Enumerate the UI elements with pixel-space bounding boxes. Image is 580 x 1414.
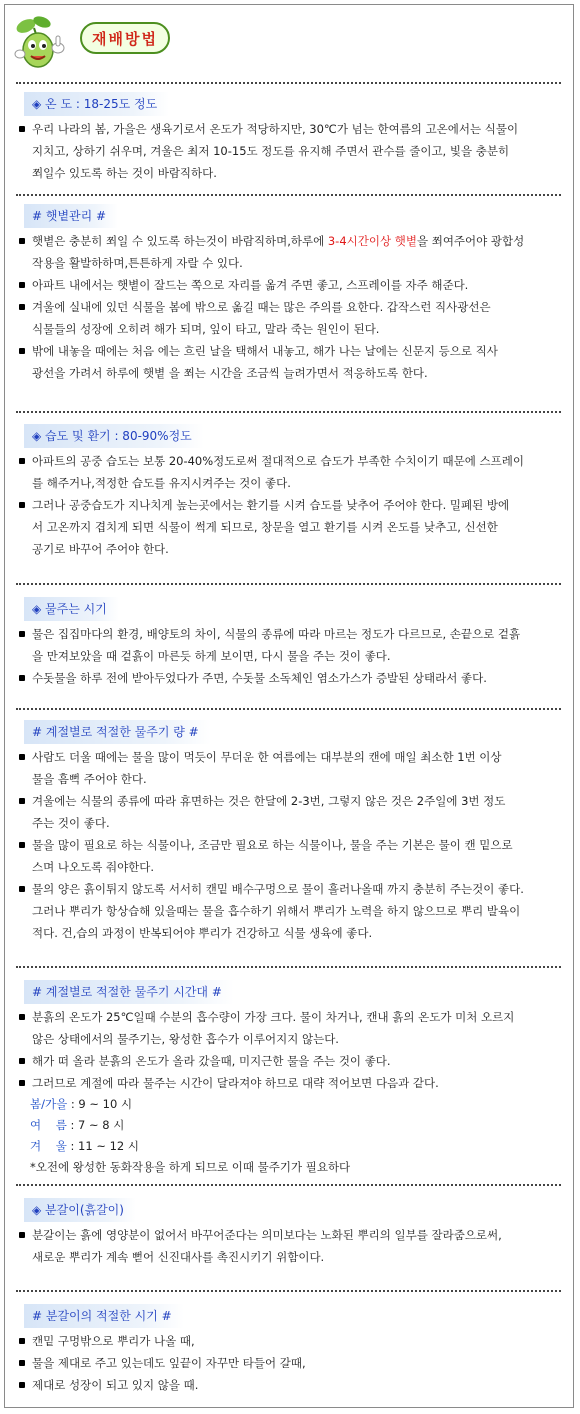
section-divider bbox=[16, 708, 561, 710]
section-label: ◈ 분갈이(흙갈이) bbox=[24, 1198, 136, 1222]
list-item bbox=[18, 450, 561, 494]
section-repotting-timing bbox=[16, 1304, 561, 1396]
section-divider bbox=[16, 966, 561, 968]
section-divider bbox=[16, 583, 561, 585]
section-label: ◈ 온 도 : 18-25도 정도 bbox=[24, 92, 169, 116]
schedule-row bbox=[16, 1136, 561, 1157]
list-item bbox=[18, 1072, 561, 1094]
text-line: 그러나 공중습도가 지나치게 높는곳에서는 환기를 시켜 습도를 낮추어 주어야 한다. 밀폐된 방에 bbox=[32, 498, 510, 512]
text-line: 식물들의 성장에 오히려 해가 되며, 잎이 타고, 말라 죽는 원인이 된다. bbox=[32, 322, 380, 336]
list-item bbox=[18, 1006, 561, 1050]
text-line: 제대로 성장이 되고 있지 않을 때. bbox=[32, 1378, 199, 1392]
text-line: 물은 집집마다의 환경, 배양토의 차이, 식물의 종류에 따라 마르는 정도가 다르므로, 손끝으로 겉흙 bbox=[32, 627, 521, 641]
page-title: 재배방법 bbox=[80, 22, 170, 54]
text-line: 서 고온까지 겹치게 되면 식물이 썩게 되므로, 창문을 열고 환기를 시켜 온도를 낮추고, 신선한 bbox=[32, 520, 498, 534]
text-line: 아파트 내에서는 햇볕이 잘드는 쪽으로 자리를 옮겨 주면 좋고, 스프레이를 자주 해준다. bbox=[32, 278, 469, 292]
list-item bbox=[18, 1224, 561, 1268]
section-seasonal-time bbox=[16, 980, 561, 1178]
section-humidity bbox=[16, 424, 561, 560]
text-line: 수돗물을 하루 전에 받아두었다가 주면, 수돗물 소독체인 염소가스가 증발된 상태라서 좋다. bbox=[32, 671, 487, 685]
list-item bbox=[18, 790, 561, 834]
text-line: 를 해주거나,적정한 습도를 유지시켜주는 것이 좋다. bbox=[32, 476, 291, 490]
list-item bbox=[18, 1330, 561, 1352]
section-repotting bbox=[16, 1198, 561, 1268]
list-item bbox=[18, 1352, 561, 1374]
section-temperature bbox=[16, 92, 561, 184]
list-item bbox=[18, 340, 561, 384]
list-item bbox=[18, 296, 561, 340]
text-line: 캔밑 구멍밖으로 뿌리가 나올 때, bbox=[32, 1334, 195, 1348]
text-line: 않은 상태에서의 물주기는, 왕성한 흡수가 이루어지지 않는다. bbox=[32, 1032, 339, 1046]
list-item bbox=[18, 1050, 561, 1072]
text-line: 우리 나라의 봄, 가을은 생육기로서 온도가 적당하지만, 30℃가 넘는 한여름의 고온에서는 식물이 bbox=[32, 122, 519, 136]
time-value: : 7 ~ 8 시 bbox=[66, 1118, 125, 1132]
section-label: ◈ 물주는 시기 bbox=[24, 597, 119, 621]
text-line: 겨울에 실내에 있던 식물을 봄에 밖으로 옮길 때는 많은 주의를 요한다. 갑작스런 직사광선은 bbox=[32, 300, 491, 314]
time-value: : 11 ~ 12 시 bbox=[66, 1139, 140, 1153]
text-line: 겨울에는 식물의 종류에 따라 휴면하는 것은 한달에 2-3번, 그렇지 않은 것은 2주일에 3번 정도 bbox=[32, 794, 506, 808]
text-line: 적다. 건,습의 과정이 반복되어야 뿌리가 건강하고 식물 생육에 좋다. bbox=[32, 926, 373, 940]
section-label: ◈ 습도 및 환기 : 80-90%정도 bbox=[24, 424, 204, 448]
text-line: 그러므로 계절에 따라 물주는 시간이 달라져야 하므로 대략 적어보면 다음과 같다. bbox=[32, 1076, 439, 1090]
section-sunlight bbox=[16, 204, 561, 384]
text-line: 광선을 가려서 하루에 햇볕 을 쬐는 시간을 조금씩 늘려가면서 적응하도록 한다. bbox=[32, 366, 428, 380]
sprout-mascot-icon bbox=[12, 14, 80, 70]
text-line: 공기로 바꾸어 주어야 한다. bbox=[32, 542, 169, 556]
section-label: # 분갈이의 적절한 시기 # bbox=[24, 1304, 184, 1328]
list-item bbox=[18, 834, 561, 878]
text-line: 물의 양은 흙이튀지 않도록 서서히 캔밑 배수구멍으로 물이 흘러나올때 까지 충분히 주는것이 좋다. bbox=[32, 882, 524, 896]
section-divider bbox=[16, 82, 561, 84]
text-line: 물을 제대로 주고 있는데도 잎끝이 자꾸만 타들어 갈때, bbox=[32, 1356, 306, 1370]
list-item bbox=[18, 274, 561, 296]
text-segment: 을 쬐여주어야 광합성 bbox=[416, 234, 525, 248]
text-line: 분갈이는 흙에 영양분이 없어서 바꾸어준다는 의미보다는 노화된 뿌리의 일부를 잘라줌으로써, bbox=[32, 1228, 502, 1242]
section-divider bbox=[16, 411, 561, 413]
schedule-row bbox=[16, 1115, 561, 1136]
time-value: : 9 ~ 10 시 bbox=[67, 1097, 133, 1111]
text-line: 그러나 뿌리가 항상습해 있을때는 물을 흡수하기 위해서 뿌리가 노력을 하지 않으므로 뿌리 발육이 bbox=[32, 904, 521, 918]
section-label: # 햇볕관리 # bbox=[24, 204, 118, 228]
text-line: 물을 흠뻑 주어야 한다. bbox=[32, 772, 147, 786]
section-watering-timing bbox=[16, 597, 561, 689]
list-item bbox=[18, 746, 561, 790]
list-item bbox=[18, 230, 561, 274]
list-item bbox=[18, 494, 561, 560]
text-line: 스며 나오도록 줘야한다. bbox=[32, 860, 155, 874]
text-line: 을 만져보았을 때 겉흙이 마른듯 하게 보이면, 다시 물을 주는 것이 좋다. bbox=[32, 649, 391, 663]
section-divider bbox=[16, 1290, 561, 1292]
list-item bbox=[18, 118, 561, 184]
text-line: 물을 많이 필요로 하는 식물이나, 조금만 필요로 하는 식물이나, 물을 주는 기본은 물이 캔 밑으로 bbox=[32, 838, 513, 852]
footnote: *오전에 왕성한 동화작용을 하게 되므로 이때 물주기가 필요하다 bbox=[30, 1160, 351, 1174]
text-line: 해가 떠 올라 분흙의 온도가 올라 갔을때, 미지근한 물을 주는 것이 좋다. bbox=[32, 1054, 391, 1068]
text-line: 작용을 활발하하며,튼튼하게 자랄 수 있다. bbox=[32, 256, 243, 270]
text-segment: 햇볕은 충분히 쬐일 수 있도록 하는것이 바람직하며,하루에 bbox=[32, 234, 328, 248]
text-line: 밖에 내놓을 때에는 처음 에는 흐린 날을 택해서 내놓고, 해가 나는 날에는 신문지 등으로 직사 bbox=[32, 344, 498, 358]
section-label: # 계절별로 적절한 물주기 시간대 # bbox=[24, 980, 234, 1004]
text-line: 사람도 더울 때에는 물을 많이 먹듯이 무더운 한 여름에는 대부분의 캔에 매일 최소한 1번 이상 bbox=[32, 750, 502, 764]
list-item bbox=[18, 1374, 561, 1396]
season-label: 봄/가을 bbox=[30, 1097, 68, 1111]
text-line: 아파트의 공중 습도는 보통 20-40%정도로써 절대적으로 습도가 부족한 수치이기 때문에 스프레이 bbox=[32, 454, 524, 468]
section-seasonal-amount bbox=[16, 720, 561, 944]
section-divider bbox=[16, 194, 561, 196]
page-header bbox=[12, 14, 192, 70]
section-divider bbox=[16, 1184, 561, 1186]
section-label: # 계절별로 적절한 물주기 량 # bbox=[24, 720, 211, 744]
season-label: 겨 울 bbox=[30, 1139, 67, 1153]
text-line: 쬐일수 있도록 하는 것이 바람직하다. bbox=[32, 166, 217, 180]
text-line: 지치고, 상하기 쉬우며, 겨울은 최저 10-15도 정도를 유지해 주면서 관수를 줄이고, 빛을 충분히 bbox=[32, 144, 510, 158]
text-line bbox=[32, 230, 561, 252]
text-line: 새로운 뿌리가 계속 뻗어 신진대사를 촉진시키기 위함이다. bbox=[32, 1250, 325, 1264]
text-line: 분흙의 온도가 25℃일때 수분의 흡수량이 가장 크다. 물이 차거나, 캔내 흙의 온도가 미처 오르지 bbox=[32, 1010, 515, 1024]
text-line: 주는 것이 좋다. bbox=[32, 816, 110, 830]
season-label: 여 름 bbox=[30, 1118, 67, 1132]
list-item bbox=[18, 878, 561, 944]
schedule-row bbox=[16, 1094, 561, 1115]
list-item bbox=[18, 623, 561, 667]
list-item bbox=[18, 667, 561, 689]
highlight-text: 3-4시간이상 햇볕 bbox=[327, 234, 417, 248]
